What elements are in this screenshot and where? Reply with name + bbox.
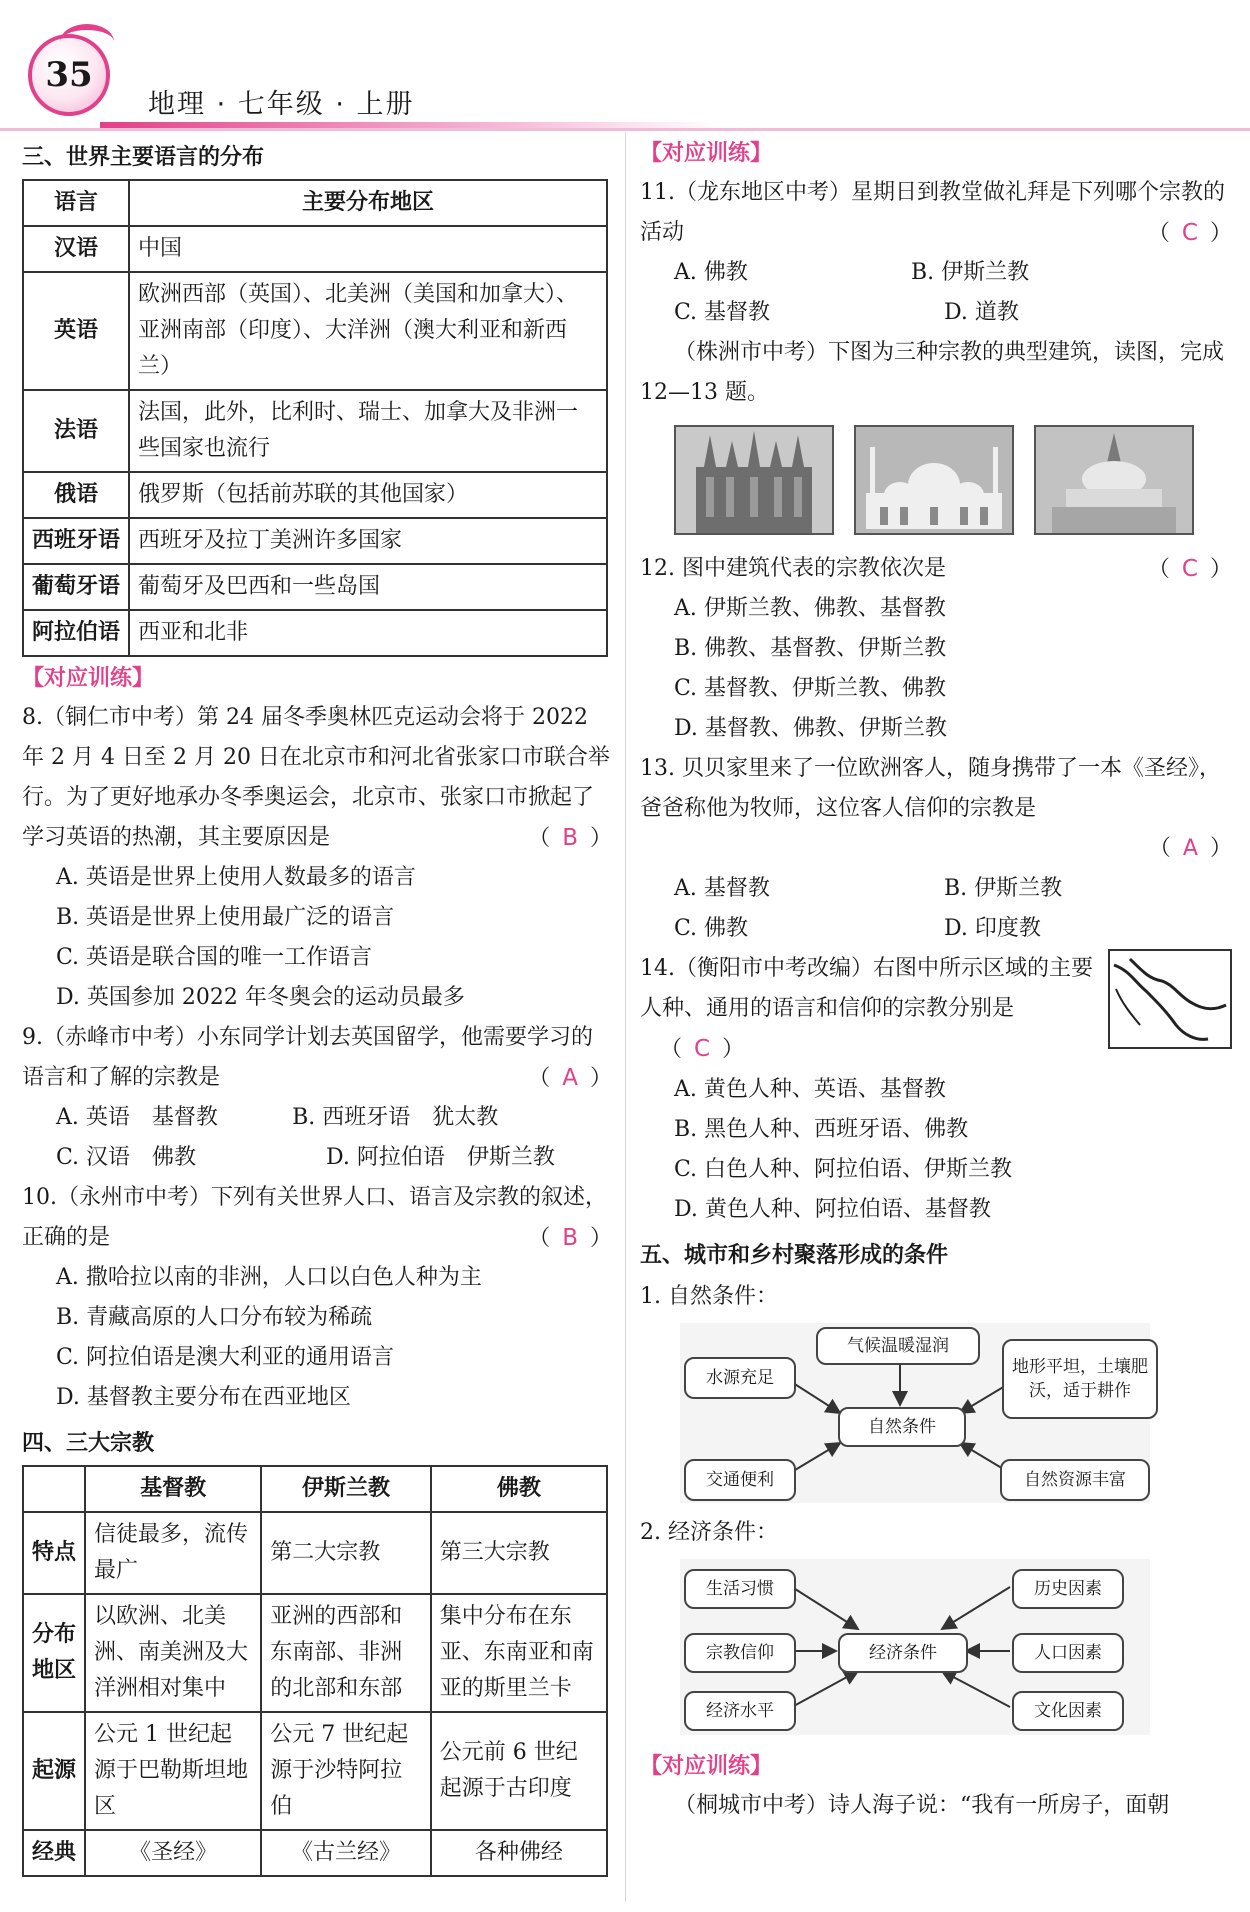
q8-answer: （ B ） — [528, 825, 612, 851]
q9-answer: （ A ） — [528, 1065, 612, 1091]
rel-cell: 《圣经》 — [85, 1830, 261, 1876]
lang-header-language: 语言 — [23, 180, 129, 226]
table-row — [23, 1712, 607, 1830]
lang-cell: 西班牙语 — [23, 518, 129, 564]
q14-answer: （ C ） — [660, 1036, 745, 1062]
q14-option-b: B. 黑色人种、西班牙语、佛教 — [674, 1117, 969, 1142]
rel-row-label: 分布地区 — [23, 1594, 85, 1712]
natural-conditions-diagram — [680, 1323, 1150, 1503]
lang-cell: 阿拉伯语 — [23, 610, 129, 656]
q10-option-d: D. 基督教主要分布在西亚地区 — [56, 1385, 351, 1410]
rel-cell: 以欧洲、北美洲、南美洲及大洋洲相对集中 — [85, 1594, 261, 1712]
q14-option-d: D. 黄色人种、阿拉伯语、基督教 — [674, 1197, 991, 1222]
economic-node-religion: 宗教信仰 — [684, 1633, 796, 1673]
religious-buildings-photos — [674, 425, 1232, 535]
rel-cell: 《古兰经》 — [261, 1830, 431, 1876]
table-row — [23, 472, 607, 518]
economic-node-culture: 文化因素 — [1012, 1691, 1124, 1731]
practice-tag: 【对应训练】 — [22, 666, 155, 691]
page-number: 35 — [45, 55, 93, 95]
practice-tag: 【对应训练】 — [640, 1754, 773, 1779]
question-9 — [22, 1018, 612, 1178]
rel-row-label: 特点 — [23, 1512, 85, 1594]
q12-text: 12. 图中建筑代表的宗教依次是 — [640, 556, 946, 581]
q8-option-c: C. 英语是联合国的唯一工作语言 — [56, 945, 373, 970]
natural-node-climate: 气候温暖湿润 — [816, 1327, 980, 1365]
q9-option-a: A. 英语 基督教 — [56, 1105, 218, 1130]
q14-option-a: A. 黄色人种、英语、基督教 — [674, 1077, 946, 1102]
natural-node-terrain: 地形平坦，土壤肥沃，适于耕作 — [1002, 1339, 1158, 1419]
region-cell: 俄罗斯（包括前苏联的其他国家） — [129, 472, 607, 518]
pagoda-photo — [1034, 425, 1194, 535]
economic-node-habits: 生活习惯 — [684, 1569, 796, 1609]
natural-conditions-title: 1. 自然条件： — [640, 1284, 778, 1309]
badge-swirl-decoration — [60, 24, 114, 60]
natural-center-node: 自然条件 — [838, 1407, 966, 1447]
q12-option-c: C. 基督教、伊斯兰教、佛教 — [674, 676, 947, 701]
rel-cell: 信徒最多，流传最广 — [85, 1512, 261, 1594]
page-header — [0, 0, 1250, 140]
q9-text: 9.（赤峰市中考）小东同学计划去英国留学，他需要学习的语言和了解的宗教是 — [22, 1025, 593, 1090]
region-cell: 西班牙及拉丁美洲许多国家 — [129, 518, 607, 564]
q11-option-c: C. 基督教 — [674, 300, 771, 325]
economic-center-node: 经济条件 — [838, 1633, 968, 1673]
table-row — [23, 390, 607, 472]
intro-12-13: （株洲市中考）下图为三种宗教的典型建筑，读图，完成 12—13 题。 — [640, 340, 1225, 405]
book-title: 地理 · 七年级 · 上册 — [148, 89, 415, 120]
right-column — [640, 132, 1232, 1826]
region-cell: 葡萄牙及巴西和一些岛国 — [129, 564, 607, 610]
q14-option-c: C. 白色人种、阿拉伯语、伊斯兰教 — [674, 1157, 1013, 1182]
region-cell: 中国 — [129, 226, 607, 272]
q9-option-d: D. 阿拉伯语 伊斯兰教 — [326, 1145, 555, 1170]
q9-option-c: C. 汉语 佛教 — [56, 1145, 197, 1170]
q8-option-a: A. 英语是世界上使用人数最多的语言 — [56, 865, 416, 890]
rel-header-blank — [23, 1466, 85, 1512]
q10-option-b: B. 青藏高原的人口分布较为稀疏 — [56, 1305, 373, 1330]
table-row — [23, 272, 607, 390]
table-row — [23, 610, 607, 656]
lang-cell: 葡萄牙语 — [23, 564, 129, 610]
region-cell: 法国，此外，比利时、瑞士、加拿大及非洲一些国家也流行 — [129, 390, 607, 472]
section4-title: 四、三大宗教 — [22, 1431, 155, 1456]
table-row — [23, 564, 607, 610]
rel-cell: 第二大宗教 — [261, 1512, 431, 1594]
table-row — [23, 1512, 607, 1594]
section3-title: 三、世界主要语言的分布 — [22, 145, 265, 170]
lang-cell: 俄语 — [23, 472, 129, 518]
table-row — [23, 518, 607, 564]
q13-option-b: B. 伊斯兰教 — [944, 876, 1063, 901]
question-11 — [640, 173, 1232, 333]
table-row — [23, 1594, 607, 1712]
natural-node-water: 水源充足 — [684, 1357, 796, 1399]
q9-option-b: B. 西班牙语 犹太教 — [292, 1105, 499, 1130]
economic-conditions-title: 2. 经济条件： — [640, 1520, 778, 1545]
religion-table — [22, 1465, 608, 1877]
region-cell: 西亚和北非 — [129, 610, 607, 656]
rel-row-label: 经典 — [23, 1830, 85, 1876]
economic-node-level: 经济水平 — [684, 1691, 796, 1731]
header-rule — [0, 128, 1250, 131]
rel-cell: 集中分布在东亚、东南亚和南亚的斯里兰卡 — [431, 1594, 607, 1712]
natural-node-transport: 交通便利 — [684, 1459, 796, 1501]
q10-option-c: C. 阿拉伯语是澳大利亚的通用语言 — [56, 1345, 395, 1370]
column-divider — [625, 132, 626, 1902]
region-cell: 欧洲西部（英国）、北美洲（美国和加拿大）、亚洲南部（印度）、大洋洲（澳大利亚和新西兰） — [129, 272, 607, 390]
rel-header-islam: 伊斯兰教 — [261, 1466, 431, 1512]
q12-answer: （ C ） — [1147, 556, 1232, 582]
q11-option-d: D. 道教 — [944, 300, 1019, 325]
question-10 — [22, 1178, 612, 1418]
q12-option-d: D. 基督教、佛教、伊斯兰教 — [674, 716, 947, 741]
lang-header-region: 主要分布地区 — [129, 180, 607, 226]
rel-header-buddhism: 佛教 — [431, 1466, 607, 1512]
rel-cell: 亚洲的西部和东南部、非洲的北部和东部 — [261, 1594, 431, 1712]
economic-conditions-diagram — [680, 1559, 1150, 1735]
question-8 — [22, 698, 612, 1018]
table-row — [23, 226, 607, 272]
q8-option-b: B. 英语是世界上使用最广泛的语言 — [56, 905, 395, 930]
q10-option-a: A. 撒哈拉以南的非洲，人口以白色人种为主 — [56, 1265, 482, 1290]
q10-text: 10.（永州市中考）下列有关世界人口、语言及宗教的叙述，正确的是 — [22, 1185, 607, 1250]
q13-answer: （ A ） — [1148, 836, 1232, 861]
q8-text: 8.（铜仁市中考）第 24 届冬季奥林匹克运动会将于 2022 年 2 月 4 日至 2 月 20 日在北京市和河北省张家口市联合举行。为了更好地承办冬季奥运会，北京市、张家口市掀起了学习英语的热潮，其主要原因是 — [22, 705, 610, 850]
last-question-line: （桐城市中考）诗人海子说：“我有一所房子，面朝 — [674, 1793, 1170, 1818]
q13-option-d: D. 印度教 — [944, 916, 1041, 941]
q11-option-b: B. 伊斯兰教 — [910, 260, 1030, 285]
economic-node-population: 人口因素 — [1012, 1633, 1124, 1673]
natural-node-resources: 自然资源丰富 — [1000, 1459, 1150, 1501]
rel-header-christianity: 基督教 — [85, 1466, 261, 1512]
lang-cell: 法语 — [23, 390, 129, 472]
region-map — [1108, 949, 1232, 1049]
q11-answer: （ C ） — [1147, 220, 1232, 246]
question-13 — [640, 749, 1232, 949]
q13-option-a: A. 基督教 — [674, 876, 770, 901]
lang-cell: 英语 — [23, 272, 129, 390]
q12-option-a: A. 伊斯兰教、佛教、基督教 — [674, 596, 946, 621]
q13-option-c: C. 佛教 — [674, 916, 749, 941]
rel-cell: 公元 1 世纪起源于巴勒斯坦地区 — [85, 1712, 261, 1830]
q10-answer: （ B ） — [528, 1225, 612, 1251]
lang-cell: 汉语 — [23, 226, 129, 272]
language-table — [22, 179, 608, 657]
q14-text: 14.（衡阳市中考改编）右图中所示区域的主要人种、通用的语言和信仰的宗教分别是 — [640, 956, 1093, 1021]
economic-node-history: 历史因素 — [1012, 1569, 1124, 1609]
question-12 — [640, 549, 1232, 749]
mosque-photo — [854, 425, 1014, 535]
q13-text: 13. 贝贝家里来了一位欧洲客人，随身携带了一本《圣经》，爸爸称他为牧师，这位客人信仰的宗教是 — [640, 756, 1221, 821]
q8-option-d: D. 英国参加 2022 年冬奥会的运动员最多 — [56, 985, 465, 1010]
q12-option-b: B. 佛教、基督教、伊斯兰教 — [674, 636, 947, 661]
practice-tag: 【对应训练】 — [640, 141, 773, 166]
rel-cell: 第三大宗教 — [431, 1512, 607, 1594]
rel-cell: 公元 7 世纪起源于沙特阿拉伯 — [261, 1712, 431, 1830]
page-number-badge — [28, 34, 110, 116]
q11-option-a: A. 佛教 — [674, 260, 748, 285]
rel-cell: 公元前 6 世纪起源于古印度 — [431, 1712, 607, 1830]
table-row — [23, 1830, 607, 1876]
question-14 — [640, 949, 1232, 1230]
q11-text: 11.（龙东地区中考）星期日到教堂做礼拜是下列哪个宗教的活动 — [640, 180, 1225, 245]
cathedral-photo — [674, 425, 834, 535]
section5-title: 五、城市和乡村聚落形成的条件 — [640, 1243, 949, 1268]
left-column — [22, 132, 612, 1877]
rel-row-label: 起源 — [23, 1712, 85, 1830]
rel-cell: 各种佛经 — [431, 1830, 607, 1876]
